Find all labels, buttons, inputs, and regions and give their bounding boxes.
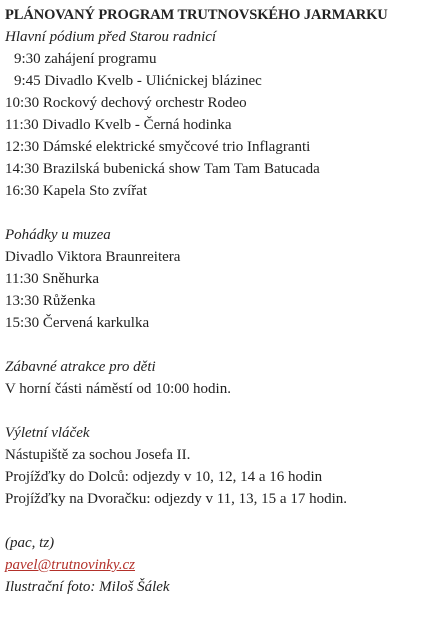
schedule-line: 9:45 Divadlo Kvelb - Ulićnickej blázinec — [14, 73, 262, 89]
schedule-line: Projížďky do Dolců: odjezdy v 10, 12, 14 a 16 hodin — [5, 469, 323, 485]
section-kids — [5, 356, 443, 400]
page-title: PLÁNOVANÝ PROGRAM TRUTNOVSKÉHO JARMARKU — [5, 7, 388, 23]
spacer — [5, 202, 443, 224]
schedule-line: V horní části náměstí od 10:00 hodin. — [5, 381, 231, 397]
spacer — [5, 334, 443, 356]
schedule-line: 16:30 Kapela Sto zvířat — [5, 183, 148, 199]
photo-credit: Ilustrační foto: Miloš Šálek — [5, 579, 170, 595]
email-link[interactable]: pavel@trutnovinky.cz — [5, 557, 136, 573]
spacer — [5, 400, 443, 422]
schedule-line: Projížďky na Dvoračku: odjezdy v 11, 13, 15 a 17 hodin. — [5, 491, 347, 507]
section-heading-kids: Zábavné atrakce pro děti — [5, 359, 156, 375]
schedule-line: 14:30 Brazilská bubenická show Tam Tam Batucada — [5, 161, 320, 177]
schedule-line: 13:30 Růženka — [5, 293, 96, 309]
section-fairy-tales — [5, 224, 443, 334]
schedule-line: 12:30 Dámské elektrické smyčcové trio Inflagranti — [5, 139, 311, 155]
section-heading-train: Výletní vláček — [5, 425, 90, 441]
section-train — [5, 422, 443, 510]
schedule-line: 15:30 Červená karkulka — [5, 315, 150, 331]
schedule-line: 9:30 zahájení programu — [14, 51, 157, 67]
schedule-line: Nástupiště za sochou Josefa II. — [5, 447, 191, 463]
spacer — [5, 510, 443, 532]
section-heading-fairy-tales: Pohádky u muzea — [5, 227, 111, 243]
section-main-stage — [5, 26, 443, 202]
schedule-line: 10:30 Rockový dechový orchestr Rodeo — [5, 95, 247, 111]
author-initials: (pac, tz) — [5, 535, 55, 551]
schedule-line: 11:30 Divadlo Kvelb - Černá hodinka — [5, 117, 232, 133]
article-footer — [5, 532, 443, 598]
article-body — [5, 0, 443, 598]
schedule-line: 11:30 Sněhurka — [5, 271, 100, 287]
schedule-line: Divadlo Viktora Braunreitera — [5, 249, 181, 265]
section-heading-main-stage: Hlavní pódium před Starou radnicí — [5, 29, 217, 45]
